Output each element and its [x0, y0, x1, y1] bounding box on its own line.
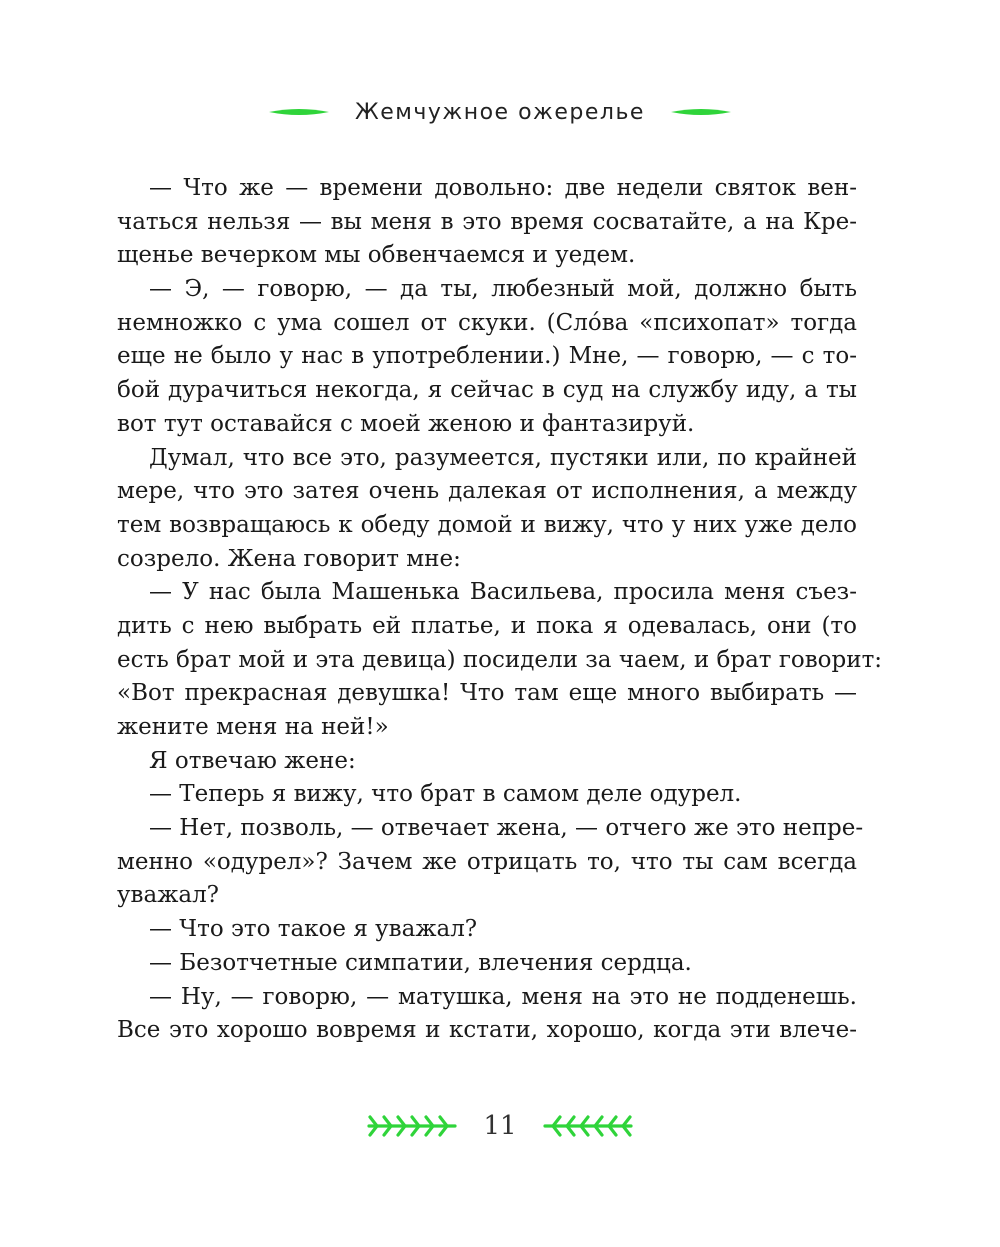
- text-line: вот тут оставайся с моей женою и фантазируй.: [117, 410, 695, 437]
- text-line: уважал?: [117, 882, 220, 909]
- text-line: — У нас была Машенька Васильева, просила меня съез-: [149, 579, 857, 606]
- text-line: — Э, — говорю, — да ты, любезный мой, должно быть: [149, 276, 857, 303]
- text-line: — Безотчетные симпатии, влечения сердца.: [149, 949, 692, 976]
- text-line: Думал, что все это, разумеется, пустяки или, по крайней: [149, 444, 857, 471]
- text-line: Я отвечаю жене:: [149, 747, 356, 774]
- text-line: бой дурачиться некогда, я сейчас в суд на службу иду, а ты: [117, 377, 857, 404]
- text-line: «Вот прекрасная девушка! Что там еще много выбирать —: [117, 680, 857, 707]
- text-line: созрело. Жена говорит мне:: [117, 545, 461, 572]
- green-leaf-rule-left-icon: [269, 106, 329, 118]
- text-line: мере, что это затея очень далекая от исполнения, а между: [117, 478, 857, 505]
- text-line: тем возвращаюсь к обеду домой и вижу, что у них уже дело: [117, 511, 857, 538]
- text-line: — Нет, позволь, — отвечает жена, — отчего же это непре-: [149, 815, 864, 842]
- text-line: — Ну, — говорю, — матушка, меня на это не подденешь.: [149, 983, 857, 1010]
- text-line: еще не было у нас в употреблении.) Мне, — говорю, — с то-: [117, 343, 857, 370]
- text-line: менно «одурел»? Зачем же отрицать то, что ты сам всегда: [117, 848, 857, 875]
- green-branch-left-icon: [367, 1112, 457, 1140]
- text-line: — Теперь я вижу, что брат в самом деле одурел.: [149, 781, 742, 808]
- page-footer: [0, 1106, 1000, 1146]
- text-line: щенье вечерком мы обвенчаемся и уедем.: [117, 242, 636, 269]
- text-line: есть брат мой и эта девица) посидели за чаем, и брат говорит:: [117, 646, 883, 673]
- running-head: [0, 92, 1000, 132]
- green-branch-right-icon: [543, 1112, 633, 1140]
- page-number: 11: [483, 1111, 517, 1141]
- text-line: — Что же — времени довольно: две недели святок вен-: [149, 175, 857, 201]
- text-line: чаться нельзя — вы меня в это время сосватайте, а на Кре-: [117, 208, 857, 235]
- text-line: Все это хорошо вовремя и кстати, хорошо, когда эти влече-: [117, 1017, 857, 1044]
- body-text: [117, 172, 883, 1048]
- text-line: жените меня на ней!»: [117, 714, 389, 740]
- green-leaf-rule-right-icon: [671, 106, 731, 118]
- text-line: — Что это такое я уважал?: [149, 916, 478, 943]
- text-line: немножко с ума сошел от скуки. (Сло́ва «психопат» тогда: [117, 309, 857, 336]
- running-head-title: Жемчужное ожерелье: [355, 99, 645, 125]
- text-line: дить с нею выбрать ей платье, и пока я одевалась, они (то: [117, 612, 857, 639]
